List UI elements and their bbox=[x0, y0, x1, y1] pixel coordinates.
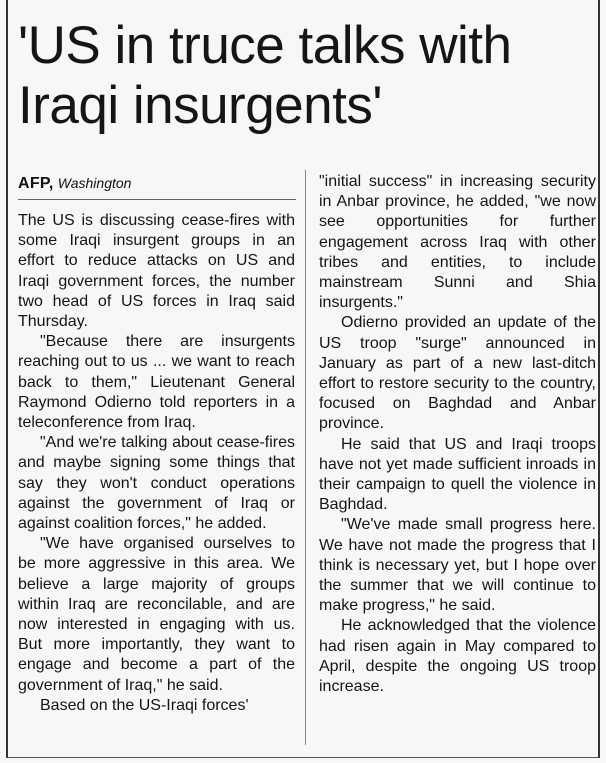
paragraph: "We've made small progress here. We have not made the progress that I think is necessary yet, but I hope over the summer that we will continue to make progress," he said. bbox=[319, 516, 596, 615]
paragraph: "And we're talking about cease-fires and maybe signing some things that say they won't conduct operations against the government of Iraq or against coalition forces," he added. bbox=[18, 434, 295, 533]
right-column bbox=[319, 172, 596, 697]
paragraph: Based on the US-Iraqi forces' bbox=[40, 696, 249, 714]
byline bbox=[18, 173, 131, 194]
paragraph: "Because there are insurgents reaching out to us ... we want to reach back to them," Lieutenant General Raymond Odierno told reporters in a teleconference from Iraq. bbox=[18, 333, 295, 432]
byline-place: Washington bbox=[57, 175, 132, 191]
paragraph: "We have organised ourselves to be more aggressive in this area. We believe a large majority of groups within Iraq are reconcilable, and are now interested in engaging with us. But more importantly, they want to engage and become a part of the government of Iraq," he said. bbox=[18, 535, 295, 694]
paragraph: The US is discussing cease-fires with some Iraqi insurgent groups in an effort to reduce attacks on US and Iraqi government forces, the number two head of US forces in Iraq said Thursday. bbox=[18, 212, 295, 331]
paragraph: "initial success" in increasing security in Anbar province, he added, "we now see opportunities for further engagement across Iraq with other tribes and entities, to include mainstream Sunni and Shia insurgents." bbox=[319, 173, 596, 312]
paragraph: Odierno provided an update of the US troop "surge" announced in January as part of a new last-ditch effort to restore security to the country, focused on Baghdad and Anbar province. bbox=[319, 314, 596, 433]
byline-rule bbox=[18, 199, 296, 200]
paragraph: He acknowledged that the violence had risen again in May compared to April, despite the ongoing US troop increase. bbox=[319, 617, 596, 696]
headline: 'US in truce talks with Iraqi insurgents' bbox=[18, 16, 512, 135]
paragraph: He said that US and Iraqi troops have not yet made sufficient inroads in their campaign to quell the violence in Baghdad. bbox=[319, 435, 596, 514]
column-divider bbox=[305, 170, 306, 745]
left-column bbox=[18, 211, 295, 716]
byline-agency: AFP, bbox=[18, 175, 54, 192]
